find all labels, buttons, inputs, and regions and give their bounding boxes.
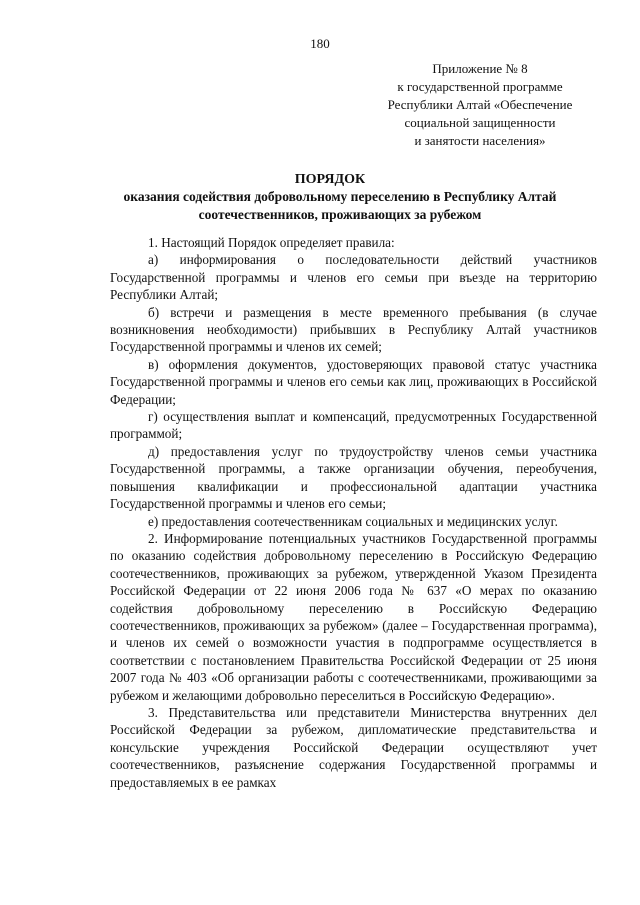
appendix-heading bbox=[362, 60, 598, 150]
paragraph: 3. Представительства или представители Министерства внутренних дел Российской Федерации за рубежом, дипломатические представительства и консульские учреждения Российской Федерации осуществляют учет соотечественников, разъяснение содержания Государственной программы и предоставляемых в ее рамках bbox=[110, 704, 597, 790]
appendix-line: социальной защищенности bbox=[404, 115, 556, 130]
subtitle-line: оказания содействия добровольному переселению в Республику Алтай bbox=[123, 189, 557, 204]
paragraph: г) осуществления выплат и компенсаций, предусмотренных Государственной программой; bbox=[110, 409, 597, 442]
paragraph: 2. Информирование потенциальных участников Государственной программы по оказанию содействия добровольному переселению в Российскую Федерацию соотечественников, проживающих за рубежом, утвержденной Указом Президента Российской Федерации от 22 июня 2006 года № 637 «О мерах по оказанию содействия добровольному переселению в Российскую Федерацию соотечественников, проживающих за рубежом» (далее – Государственная программа), и членов их семей о возможности участия в подпрограмме осуществляется в соответствии с постановлением Правительства Российской Федерации от 25 июня 2007 года № 403 «Об организации работы с соотечественниками, проживающими за рубежом и желающими добровольно переселиться в Российскую Федерацию». bbox=[110, 530, 597, 703]
document-title: ПОРЯДОК bbox=[294, 172, 366, 187]
appendix-line: к государственной программе bbox=[397, 79, 563, 94]
paragraph: 1. Настоящий Порядок определяет правила: bbox=[148, 235, 395, 250]
paragraph: а) информирования о последовательности действий участников Государственной программы и членов его семьи при въезде на территорию Республики Алтай; bbox=[110, 252, 597, 303]
paragraph: е) предоставления соотечественникам социальных и медицинских услуг. bbox=[148, 513, 558, 529]
paragraph: б) встречи и размещения в месте временного пребывания (в случае возникновения необходимости) прибывших в Республику Алтай участников Государственной программы и членов их семей; bbox=[110, 304, 597, 355]
paragraph: д) предоставления услуг по трудоустройству членов семьи участника Государственной программы, а также организации обучения, переобучения, повышения квалификации и профессиональной адаптации участника Государственной программы и членов его семьи; bbox=[110, 443, 597, 512]
page-number: 180 bbox=[310, 36, 330, 51]
subtitle-line: соотечественников, проживающих за рубежом bbox=[198, 207, 482, 222]
document-subtitle bbox=[60, 188, 620, 224]
appendix-line: и занятости населения» bbox=[414, 133, 546, 148]
appendix-line: Республики Алтай «Обеспечение bbox=[387, 97, 573, 112]
paragraph: в) оформления документов, удостоверяющих правовой статус участника Государственной программы и членов его семьи как лиц, проживающих в Российской Федерации; bbox=[110, 356, 597, 407]
document-body bbox=[110, 234, 597, 791]
appendix-line: Приложение № 8 bbox=[432, 61, 528, 76]
